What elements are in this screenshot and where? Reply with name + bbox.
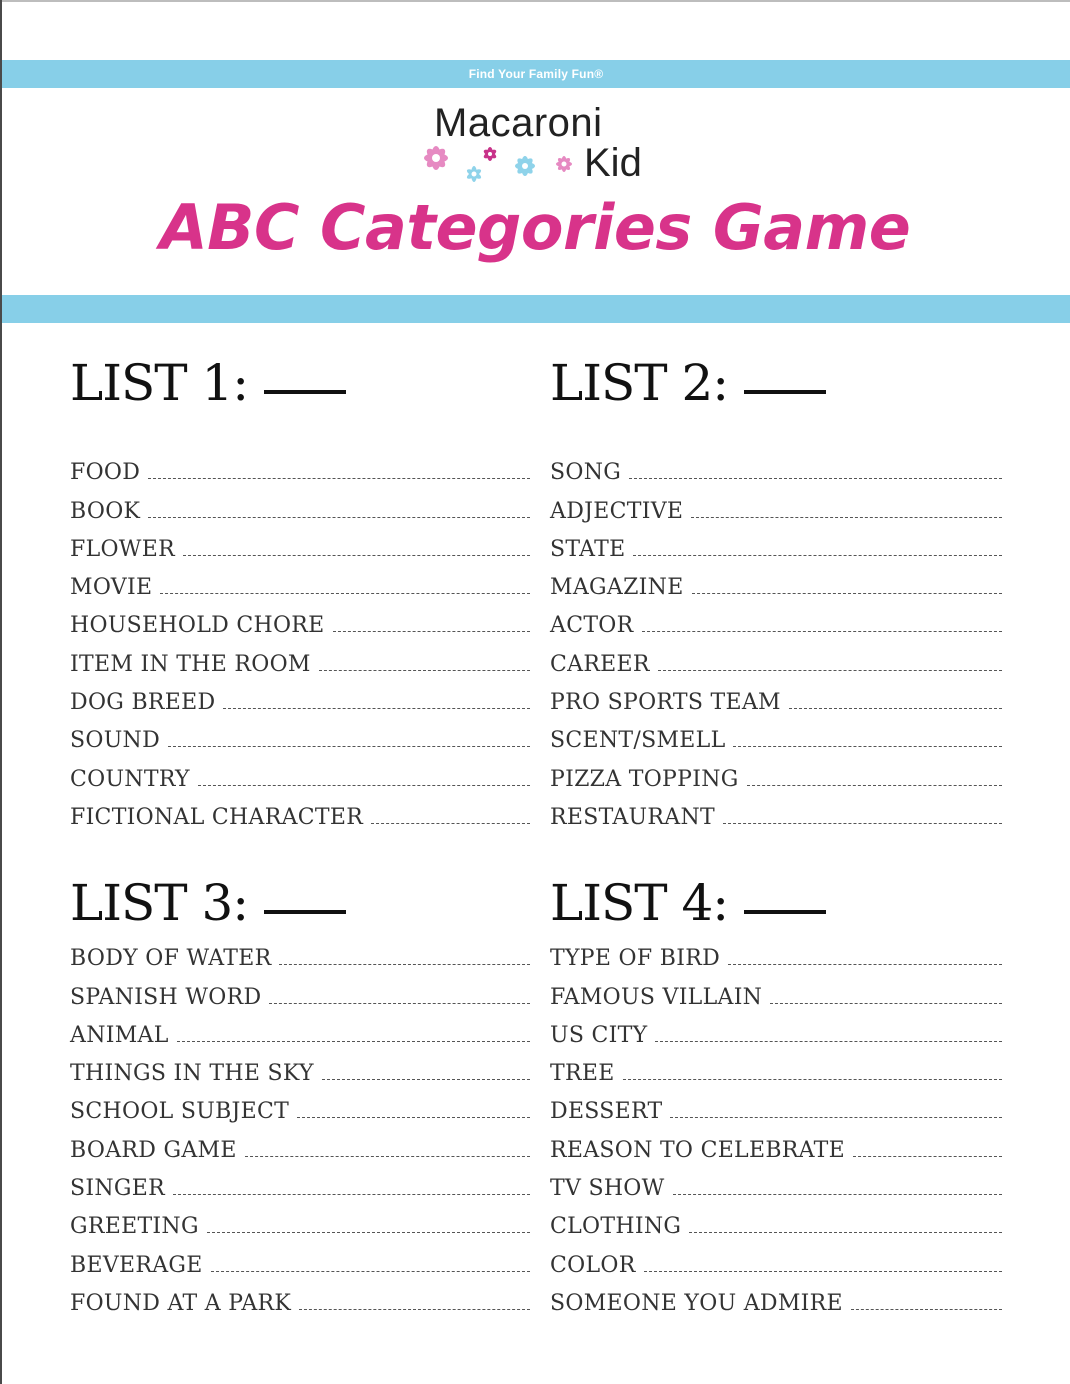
answer-blank-line[interactable] bbox=[851, 1309, 1002, 1310]
answer-blank-line[interactable] bbox=[789, 708, 1002, 709]
category-label: REASON TO CELEBRATE bbox=[550, 1137, 845, 1163]
divider-band bbox=[2, 295, 1070, 323]
category-label: SOMEONE YOU ADMIRE bbox=[550, 1290, 843, 1316]
category-label: CAREER bbox=[550, 651, 650, 677]
flower-pink-large-icon bbox=[424, 146, 448, 170]
answer-blank-line[interactable] bbox=[177, 1041, 530, 1042]
list-1-items bbox=[70, 450, 530, 833]
answer-blank-line[interactable] bbox=[747, 785, 1002, 786]
page-top-edge bbox=[0, 0, 1070, 2]
category-item bbox=[550, 974, 1002, 1012]
answer-blank-line[interactable] bbox=[723, 823, 1002, 824]
answer-blank-line[interactable] bbox=[245, 1156, 530, 1157]
category-item bbox=[70, 1166, 530, 1204]
category-label: ACTOR bbox=[550, 613, 634, 639]
category-item bbox=[70, 565, 530, 603]
answer-blank-line[interactable] bbox=[198, 785, 530, 786]
flowers-icon bbox=[412, 134, 587, 190]
answer-blank-line[interactable] bbox=[692, 593, 1002, 594]
category-label: FICTIONAL CHARACTER bbox=[70, 804, 364, 830]
answer-blank-line[interactable] bbox=[633, 555, 1002, 556]
answer-blank-line[interactable] bbox=[173, 1194, 530, 1195]
category-item bbox=[550, 1166, 1002, 1204]
answer-blank-line[interactable] bbox=[148, 517, 530, 518]
category-item bbox=[550, 756, 1002, 794]
answer-blank-line[interactable] bbox=[183, 555, 530, 556]
answer-blank-line[interactable] bbox=[297, 1117, 530, 1118]
answer-blank-line[interactable] bbox=[658, 670, 1002, 671]
answer-blank-line[interactable] bbox=[629, 478, 1002, 479]
category-item bbox=[550, 450, 1002, 488]
answer-blank-line[interactable] bbox=[853, 1156, 1002, 1157]
list-2-header bbox=[550, 346, 1002, 416]
list-4-heading: LIST 4: bbox=[550, 874, 729, 932]
category-item bbox=[70, 756, 530, 794]
category-item bbox=[70, 718, 530, 756]
category-label: FOOD bbox=[70, 460, 141, 486]
list-2-letter-blank[interactable] bbox=[744, 340, 826, 394]
logo-word-macaroni: Macaroni bbox=[434, 101, 603, 145]
category-label: RESTAURANT bbox=[550, 804, 715, 830]
category-item bbox=[550, 488, 1002, 526]
list-2-items bbox=[550, 450, 1002, 833]
category-item bbox=[70, 641, 530, 679]
category-item bbox=[550, 680, 1002, 718]
category-item bbox=[550, 527, 1002, 565]
category-item bbox=[70, 603, 530, 641]
category-item bbox=[70, 680, 530, 718]
flower-pink-small-icon bbox=[556, 156, 572, 172]
category-label: FOUND AT A PARK bbox=[70, 1290, 292, 1316]
answer-blank-line[interactable] bbox=[148, 478, 530, 479]
category-label: DESSERT bbox=[550, 1099, 663, 1125]
category-item bbox=[550, 565, 1002, 603]
list-3-letter-blank[interactable] bbox=[264, 860, 346, 914]
answer-blank-line[interactable] bbox=[673, 1194, 1002, 1195]
category-item bbox=[70, 1127, 530, 1165]
category-item bbox=[550, 1051, 1002, 1089]
answer-blank-line[interactable] bbox=[670, 1117, 1002, 1118]
category-item bbox=[550, 936, 1002, 974]
flower-blue-medium-icon bbox=[515, 156, 535, 176]
logo-word-kid: Kid bbox=[584, 141, 642, 185]
game-title: ABC Categories Game bbox=[159, 191, 911, 264]
category-item bbox=[70, 974, 530, 1012]
category-item bbox=[550, 718, 1002, 756]
macaroni-kid-logo bbox=[412, 100, 662, 186]
answer-blank-line[interactable] bbox=[299, 1309, 530, 1310]
category-label: DOG BREED bbox=[70, 690, 216, 716]
category-label: BOOK bbox=[70, 498, 141, 524]
answer-blank-line[interactable] bbox=[642, 631, 1003, 632]
category-label: GREETING bbox=[70, 1214, 199, 1240]
category-label: SINGER bbox=[70, 1176, 166, 1202]
category-label: SCHOOL SUBJECT bbox=[70, 1099, 290, 1125]
answer-blank-line[interactable] bbox=[223, 708, 530, 709]
category-item bbox=[550, 641, 1002, 679]
category-item bbox=[550, 1204, 1002, 1242]
answer-blank-line[interactable] bbox=[279, 964, 530, 965]
answer-blank-line[interactable] bbox=[322, 1079, 530, 1080]
category-item bbox=[550, 795, 1002, 833]
category-item bbox=[70, 1281, 530, 1319]
category-label: TYPE OF BIRD bbox=[550, 946, 721, 972]
answer-blank-line[interactable] bbox=[160, 593, 530, 594]
tagline: Find Your Family Fun® bbox=[468, 67, 604, 81]
category-label: PIZZA TOPPING bbox=[550, 766, 739, 792]
category-item bbox=[70, 936, 530, 974]
list-4-letter-blank[interactable] bbox=[744, 860, 826, 914]
answer-blank-line[interactable] bbox=[655, 1041, 1002, 1042]
list-1-header bbox=[70, 346, 530, 416]
category-label: COLOR bbox=[550, 1252, 636, 1278]
category-label: SOUND bbox=[70, 728, 161, 754]
category-label: SONG bbox=[550, 460, 622, 486]
category-item bbox=[70, 450, 530, 488]
answer-blank-line[interactable] bbox=[728, 964, 1002, 965]
list-1-letter-blank[interactable] bbox=[264, 340, 346, 394]
list-4-header bbox=[550, 866, 1002, 936]
category-item bbox=[70, 1013, 530, 1051]
category-label: STATE bbox=[550, 536, 626, 562]
category-label: ANIMAL bbox=[70, 1022, 169, 1048]
list-4 bbox=[550, 866, 1002, 1319]
category-label: BOARD GAME bbox=[70, 1137, 237, 1163]
category-item bbox=[550, 1127, 1002, 1165]
answer-blank-line[interactable] bbox=[733, 746, 1002, 747]
answer-blank-line[interactable] bbox=[211, 1271, 530, 1272]
category-item bbox=[550, 1089, 1002, 1127]
category-label: SCENT/SMELL bbox=[550, 728, 726, 754]
category-label: THINGS IN THE SKY bbox=[70, 1061, 314, 1087]
category-item bbox=[70, 527, 530, 565]
category-item bbox=[550, 603, 1002, 641]
answer-blank-line[interactable] bbox=[689, 1232, 1002, 1233]
list-3-items bbox=[70, 936, 530, 1319]
category-item bbox=[70, 1204, 530, 1242]
category-label: MAGAZINE bbox=[550, 575, 684, 601]
category-label: MOVIE bbox=[70, 575, 153, 601]
list-2 bbox=[550, 346, 1002, 833]
category-item bbox=[70, 1051, 530, 1089]
flower-blue-small-icon bbox=[466, 166, 483, 182]
category-item bbox=[70, 1242, 530, 1280]
category-item bbox=[550, 1013, 1002, 1051]
list-1 bbox=[70, 346, 530, 833]
answer-blank-line[interactable] bbox=[333, 631, 530, 632]
category-item bbox=[70, 488, 530, 526]
answer-blank-line[interactable] bbox=[644, 1271, 1002, 1272]
category-item bbox=[70, 795, 530, 833]
list-3-heading: LIST 3: bbox=[70, 874, 249, 932]
category-label: SPANISH WORD bbox=[70, 984, 262, 1010]
category-label: TREE bbox=[550, 1061, 615, 1087]
category-label: TV SHOW bbox=[550, 1176, 665, 1202]
category-label: CLOTHING bbox=[550, 1214, 682, 1240]
category-item bbox=[70, 1089, 530, 1127]
answer-blank-line[interactable] bbox=[168, 746, 530, 747]
answer-blank-line[interactable] bbox=[623, 1079, 1002, 1080]
answer-blank-line[interactable] bbox=[269, 1003, 530, 1004]
category-item bbox=[550, 1281, 1002, 1319]
category-label: COUNTRY bbox=[70, 766, 190, 792]
answer-blank-line[interactable] bbox=[371, 823, 530, 824]
category-item bbox=[550, 1242, 1002, 1280]
list-2-heading: LIST 2: bbox=[550, 354, 729, 412]
answer-blank-line[interactable] bbox=[770, 1003, 1002, 1004]
category-label: BEVERAGE bbox=[70, 1252, 203, 1278]
list-3 bbox=[70, 866, 530, 1319]
category-label: FLOWER bbox=[70, 536, 175, 562]
list-4-items bbox=[550, 936, 1002, 1319]
flower-magenta-small-icon bbox=[482, 147, 497, 161]
tagline-band bbox=[2, 60, 1070, 88]
category-label: PRO SPORTS TEAM bbox=[550, 690, 781, 716]
category-label: US CITY bbox=[550, 1022, 648, 1048]
answer-blank-line[interactable] bbox=[319, 670, 530, 671]
category-label: FAMOUS VILLAIN bbox=[550, 984, 763, 1010]
answer-blank-line[interactable] bbox=[691, 517, 1002, 518]
category-label: ADJECTIVE bbox=[550, 498, 684, 524]
list-1-heading: LIST 1: bbox=[70, 354, 249, 412]
answer-blank-line[interactable] bbox=[207, 1232, 530, 1233]
category-label: HOUSEHOLD CHORE bbox=[70, 613, 325, 639]
category-label: BODY OF WATER bbox=[70, 946, 272, 972]
category-label: ITEM IN THE ROOM bbox=[70, 651, 311, 677]
list-3-header bbox=[70, 866, 530, 936]
